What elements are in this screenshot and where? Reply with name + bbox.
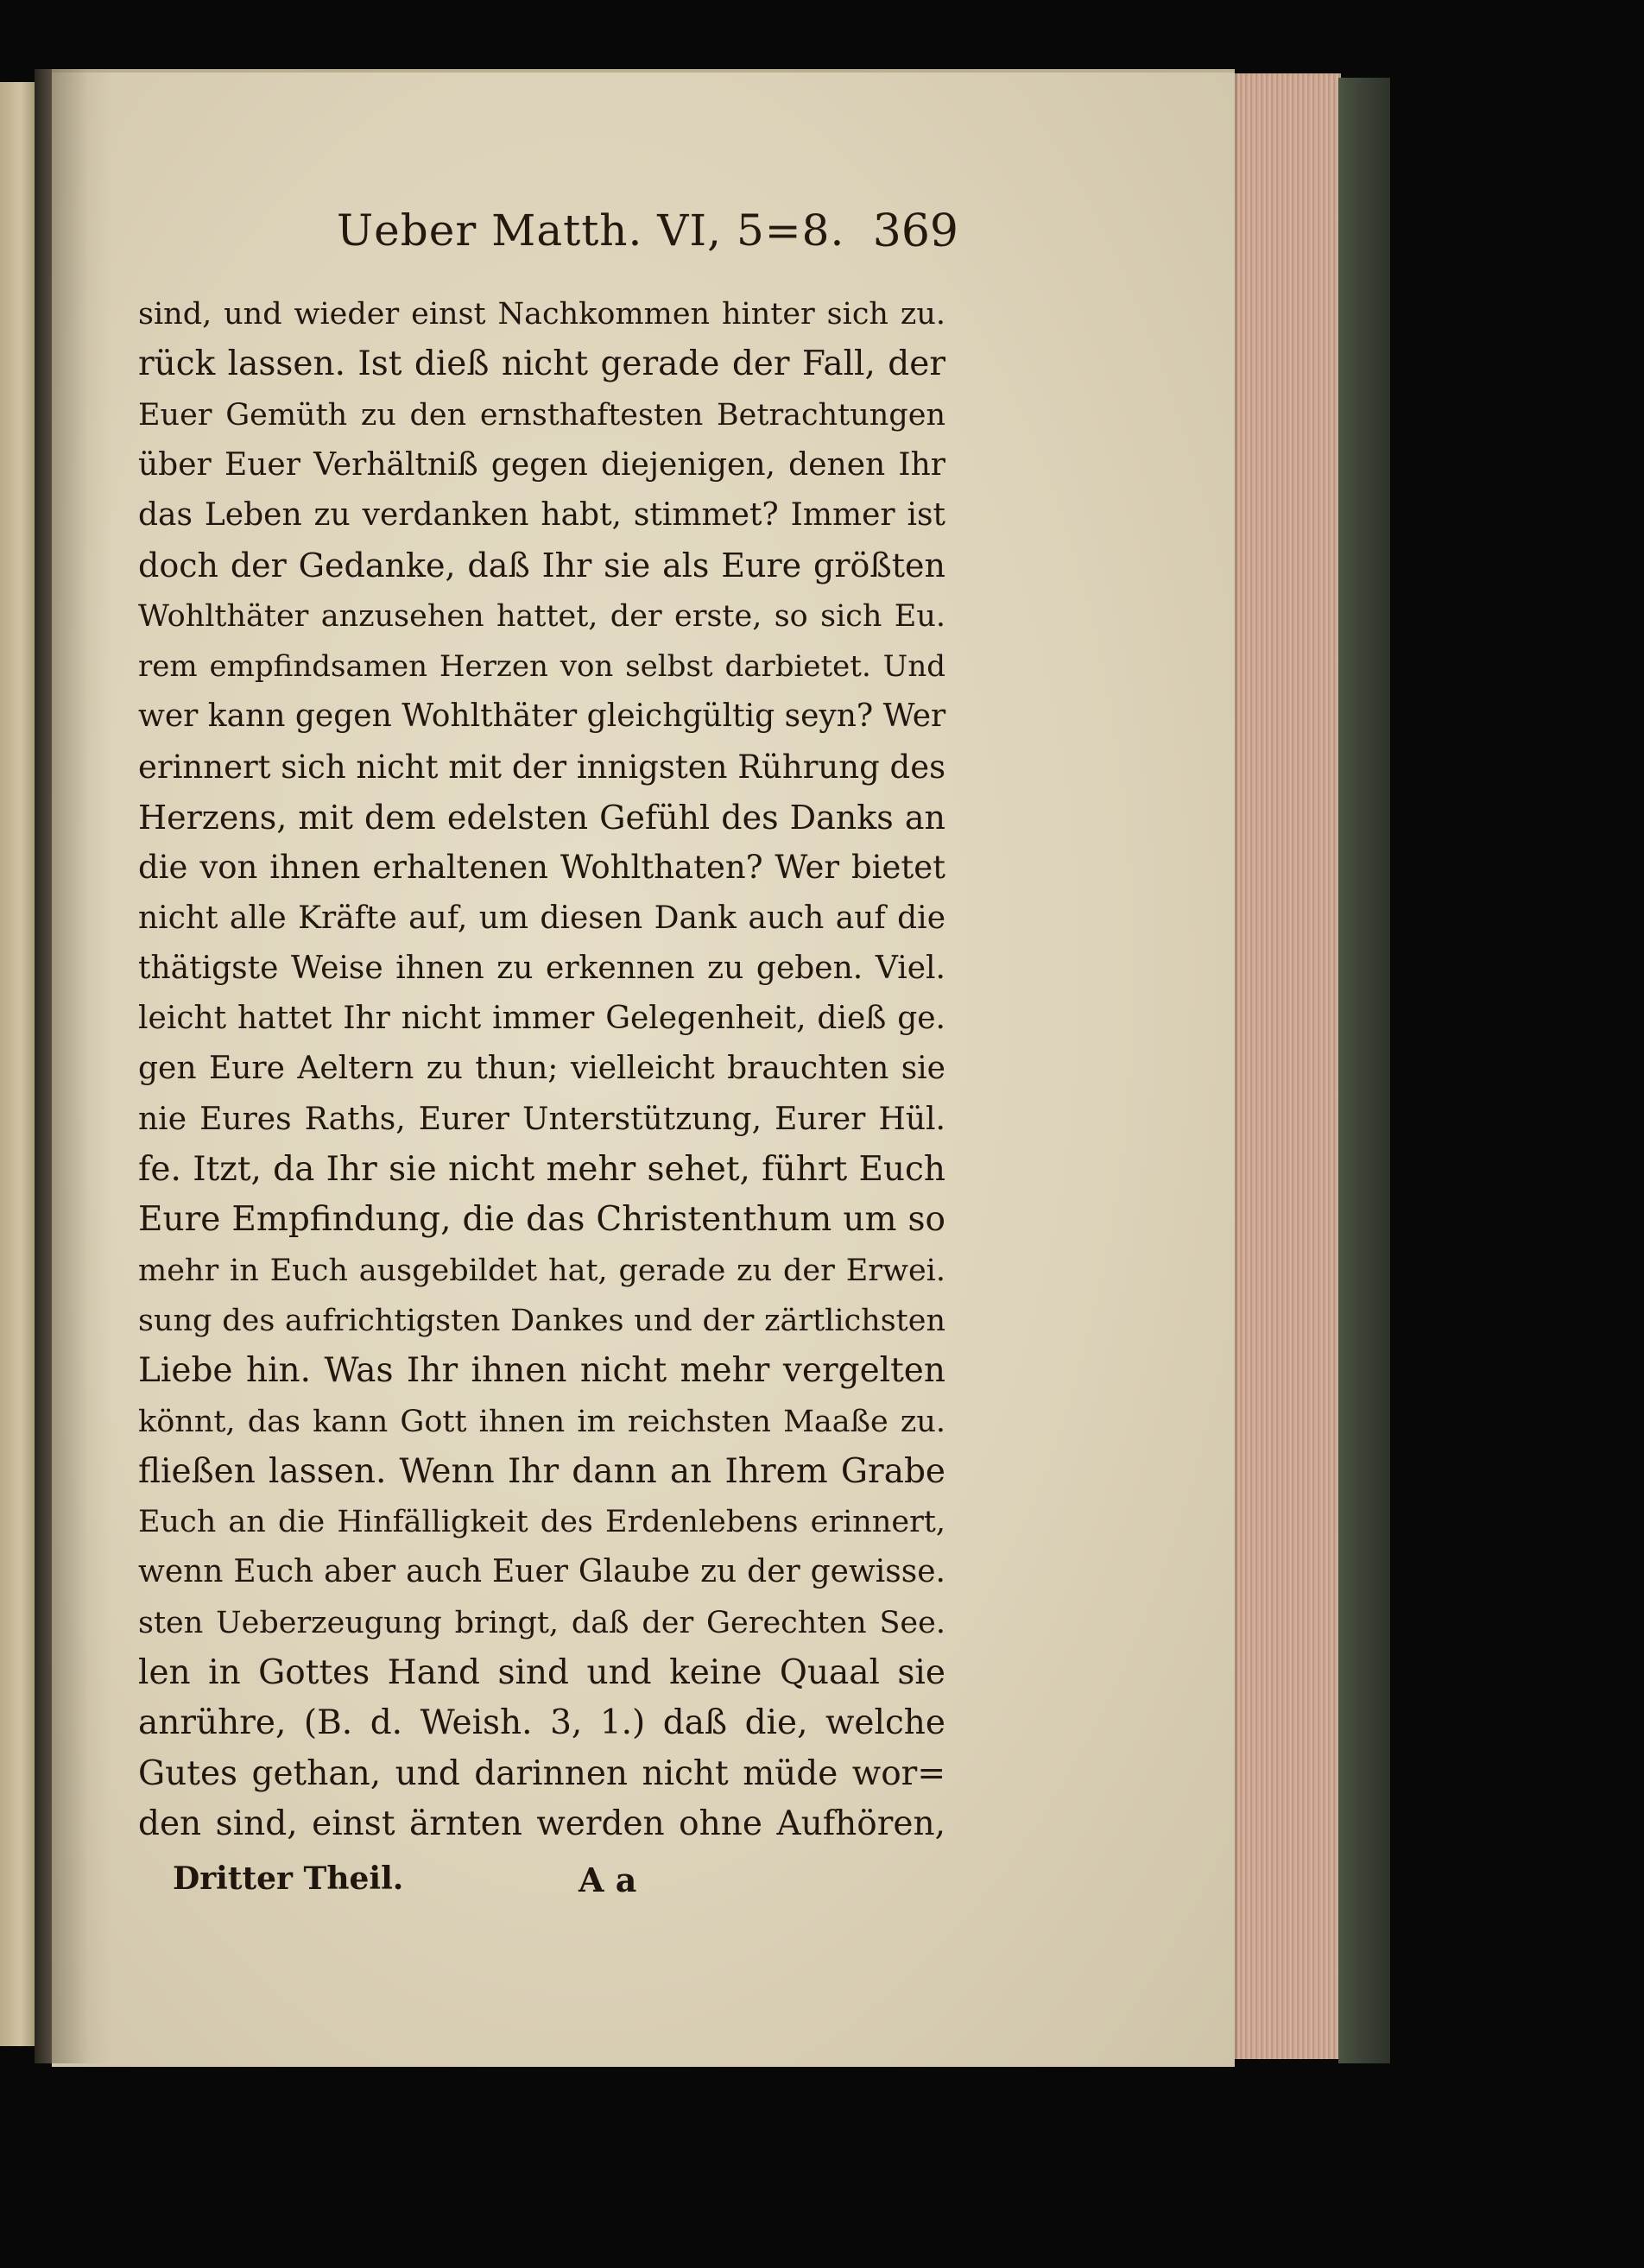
text-line: Wohlthäter anzusehen hattet, der erste, so sich Eu.: [138, 598, 945, 634]
text-line: könnt, das kann Gott ihnen im reichsten Maaße zu.: [138, 1404, 945, 1439]
text-line: mehr in Euch ausgebildet hat, gerade zu der Erwei.: [138, 1253, 945, 1288]
text-line: rem empfindsamen Herzen von selbst darbietet. Und: [138, 649, 945, 685]
text-line: fließen lassen. Wenn Ihr dann an Ihrem Grabe: [138, 1451, 945, 1491]
text-line: wer kann gegen Wohlthäter gleichgültig seyn? Wer: [138, 698, 946, 735]
text-line: wenn Euch aber auch Euer Glaube zu der gewisse.: [138, 1554, 945, 1590]
text-line: über Euer Verhältniß gegen diejenigen, denen Ihr: [138, 446, 945, 483]
text-line: len in Gottes Hand sind und keine Quaal sie: [138, 1653, 945, 1693]
text-line: anrühre, (B. d. Weish. 3, 1.) daß die, welche: [138, 1703, 945, 1743]
page-stack-edges: [1235, 73, 1341, 2059]
text-line: rück lassen. Ist dieß nicht gerade der Fall, der: [138, 344, 945, 384]
volume-note: Dritter Theil.: [173, 1861, 404, 1897]
text-line: nie Eures Raths, Eurer Unterstützung, Eurer Hül.: [138, 1101, 945, 1137]
page-number: 369: [872, 205, 958, 257]
text-line: fe. Itzt, da Ihr sie nicht mehr sehet, führt Euch: [138, 1150, 945, 1190]
text-line: gen Eure Aeltern zu thun; vielleicht brauchten sie: [138, 1051, 945, 1087]
page-fold-shadow: [52, 69, 112, 2063]
text-line: die von ihnen erhaltenen Wohlthaten? Wer bietet: [138, 849, 945, 887]
text-line: Euer Gemüth zu den ernsthaftesten Betrachtungen: [138, 397, 945, 433]
text-line: erinnert sich nicht mit der innigsten Rührung des: [138, 748, 946, 786]
body-text: [138, 289, 945, 1849]
text-line: Eure Empfindung, die das Christenthum um so: [138, 1200, 945, 1240]
text-line: doch der Gedanke, daß Ihr sie als Eure größten: [138, 546, 945, 585]
text-line: Euch an die Hinfälligkeit des Erdenlebens erinnert,: [138, 1505, 945, 1540]
previous-page-edge: [0, 82, 35, 2046]
text-line: thätigste Weise ihnen zu erkennen zu geben. Viel.: [138, 950, 945, 986]
text-line: den sind, einst ärnten werden ohne Aufhören,: [138, 1804, 945, 1843]
text-line: das Leben zu verdanken habt, stimmet? Immer ist: [138, 497, 945, 534]
text-line: leicht hattet Ihr nicht immer Gelegenheit, dieß ge.: [138, 1001, 945, 1037]
page-footer: [173, 1861, 777, 1912]
signature-mark: A a: [579, 1861, 637, 1899]
text-line: Liebe hin. Was Ihr ihnen nicht mehr vergelten: [138, 1351, 945, 1391]
text-line: nicht alle Kräfte auf, um diesen Dank auch auf die: [138, 900, 945, 936]
text-line: sten Ueberzeugung bringt, daß der Gerechten See.: [138, 1605, 945, 1640]
running-title: Ueber Matth. VI, 5=8.: [337, 205, 845, 256]
text-line: sung des aufrichtigsten Dankes und der zärtlichsten: [138, 1303, 945, 1338]
page-header: [328, 205, 984, 275]
text-line: Gutes gethan, und darinnen nicht müde wor=: [138, 1753, 945, 1793]
text-line: Herzens, mit dem edelsten Gefühl des Danks an: [138, 798, 945, 837]
text-line: sind, und wieder einst Nachkommen hinter sich zu.: [138, 297, 945, 332]
book-cover-edge: [1338, 78, 1390, 2063]
